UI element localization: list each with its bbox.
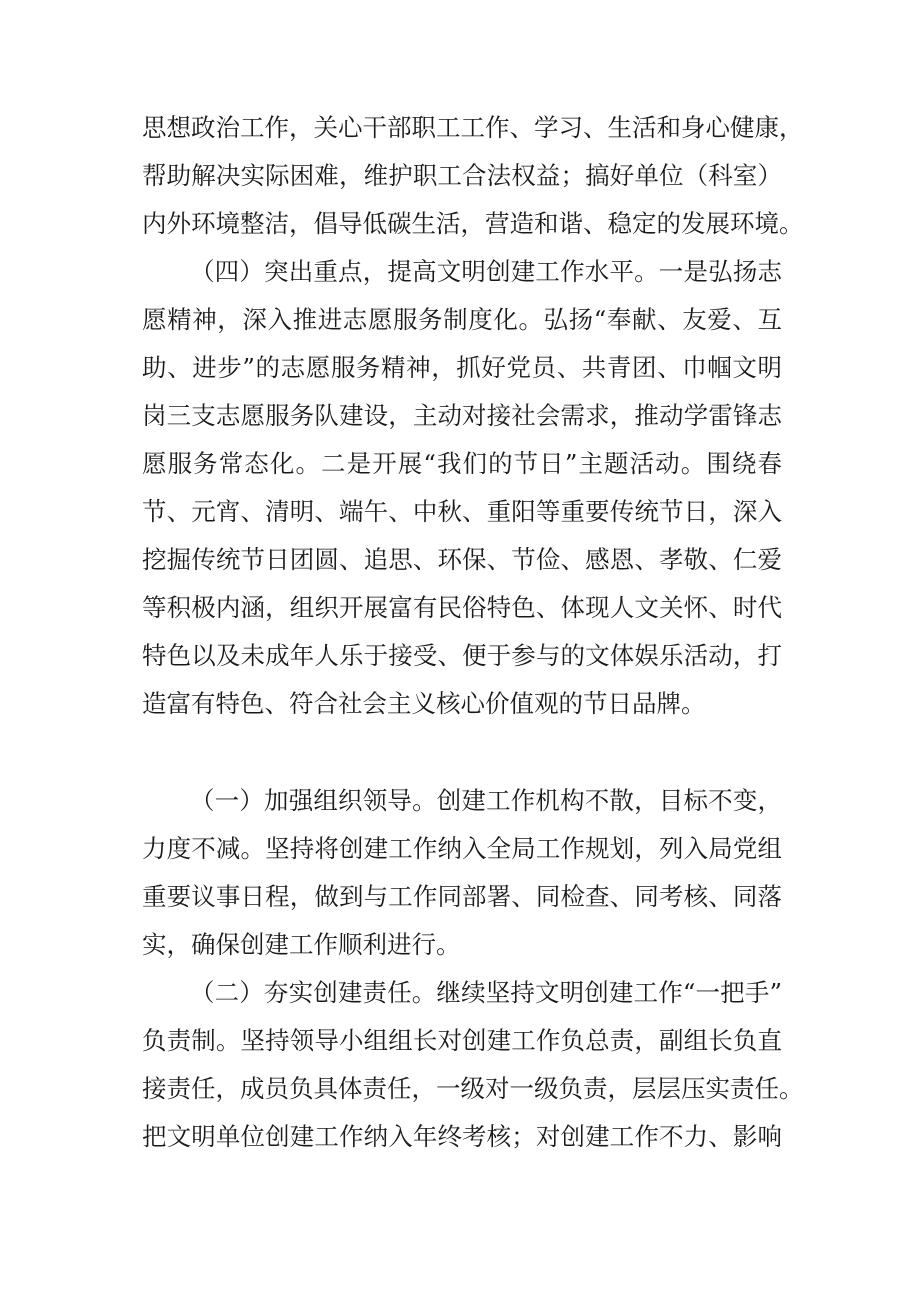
text-line: 内外环境整洁，倡导低碳生活，营造和谐、稳定的发展环境。: [142, 209, 804, 238]
text-line: 特色以及未成年人乐于接受、便于参与的文体娱乐活动，打: [142, 641, 782, 670]
text-line: 实，确保创建工作顺利进行。: [142, 930, 461, 959]
text-line: 重要议事日程，做到与工作同部署、同检查、同考核、同落: [142, 882, 782, 911]
text-line: 岗三支志愿服务队建设，主动对接社会需求，推动学雷锋志: [142, 401, 782, 430]
text-line: 把文明单位创建工作纳入年终考核；对创建工作不力、影响: [142, 1122, 782, 1151]
text-line: 节、元宵、清明、端午、中秋、重阳等重要传统节日，深入: [142, 497, 782, 526]
paragraph-heading-line: （二）夯实创建责任。继续坚持文明创建工作“一把手”: [190, 978, 782, 1007]
text-line: 愿服务常态化。二是开展“我们的节日”主题活动。围绕春: [142, 449, 782, 478]
text-line: 挖掘传统节日团圆、追思、环保、节俭、感恩、孝敬、仁爱: [142, 545, 782, 574]
text-line: 接责任，成员负具体责任，一级对一级负责，层层压实责任。: [142, 1074, 804, 1103]
paragraph-heading-line: （四）突出重点，提高文明创建工作水平。一是弘扬志: [190, 257, 782, 286]
text-line: 造富有特色、符合社会主义核心价值观的节日品牌。: [142, 689, 706, 718]
text-line: 负责制。坚持领导小组组长对创建工作负总责，副组长负直: [142, 1026, 782, 1055]
text-line: 思想政治工作，关心干部职工工作、学习、生活和身心健康，: [142, 113, 804, 142]
text-line: 等积极内涵，组织开展富有民俗特色、体现人文关怀、时代: [142, 593, 782, 622]
paragraph-heading-line: （一）加强组织领导。创建工作机构不散，目标不变，: [190, 786, 782, 815]
text-line: 愿精神，深入推进志愿服务制度化。弘扬“奉献、友爱、互: [142, 305, 782, 334]
text-line: 力度不减。坚持将创建工作纳入全局工作规划，列入局党组: [142, 834, 782, 863]
text-line: 助、进步”的志愿服务精神，抓好党员、共青团、巾帼文明: [142, 353, 782, 382]
text-line: 帮助解决实际困难，维护职工合法权益；搞好单位（科室）: [142, 161, 782, 190]
